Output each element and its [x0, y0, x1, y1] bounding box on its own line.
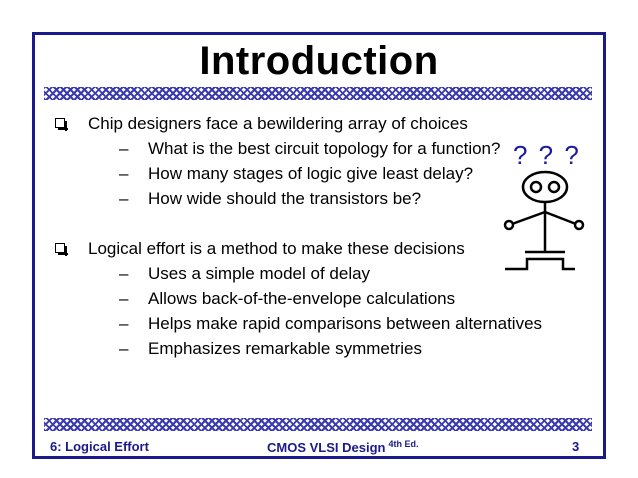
footer-course	[267, 439, 418, 455]
right-arm-line	[545, 212, 576, 224]
dash-marker: –	[119, 139, 129, 158]
footer-edition: 4th Ed.	[388, 439, 419, 449]
sub-bullet-text: How many stages of logic give least delay?	[148, 164, 474, 183]
sub-bullet-item	[88, 286, 542, 311]
checkbox-bullet-icon	[55, 118, 65, 128]
bullet-item	[55, 111, 542, 211]
sub-bullet-item	[88, 136, 542, 161]
sub-bullet-text: Allows back-of-the-envelope calculations	[148, 289, 456, 308]
sub-bullet-item	[88, 336, 542, 361]
bullet-text: Chip designers face a bewildering array of choices	[88, 114, 468, 133]
dash-marker: –	[119, 289, 129, 308]
dash-marker: –	[119, 264, 129, 283]
top-pattern-band	[44, 87, 592, 100]
bullet-text: Logical effort is a method to make these decisions	[88, 239, 465, 258]
right-hand-icon	[575, 221, 583, 229]
sub-bullet-list	[88, 261, 542, 361]
sub-bullet-text: Uses a simple model of delay	[148, 264, 371, 283]
sub-bullet-item	[88, 161, 542, 186]
page-number: 3	[572, 439, 580, 454]
footer-chapter: 6: Logical Effort	[50, 439, 149, 454]
sub-bullet-item	[88, 311, 542, 336]
sub-bullet-text: Emphasizes remarkable symmetries	[148, 339, 422, 358]
sub-bullet-text: Helps make rapid comparisons between alternatives	[148, 314, 543, 333]
sub-bullet-item	[88, 186, 542, 211]
dash-marker: –	[119, 314, 129, 333]
sub-bullet-text: What is the best circuit topology for a function?	[148, 139, 501, 158]
channel-line	[505, 259, 575, 269]
bullet-item	[55, 236, 542, 361]
dash-marker: –	[119, 339, 129, 358]
slide-title: Introduction	[199, 39, 439, 83]
question-marks: ? ? ?	[513, 140, 581, 170]
checkbox-bullet-icon	[55, 243, 65, 253]
bottom-pattern-band	[44, 418, 592, 431]
transistor-stick-figure-icon	[495, 165, 585, 280]
right-eye-icon	[549, 182, 559, 192]
footer-course-title: CMOS VLSI Design	[267, 440, 386, 455]
bullet-spacer	[55, 211, 542, 236]
left-hand-icon	[505, 221, 513, 229]
sub-bullet-list	[88, 136, 542, 211]
dash-marker: –	[119, 189, 129, 208]
sub-bullet-item	[88, 261, 542, 286]
left-eye-icon	[531, 182, 541, 192]
left-arm-line	[512, 212, 545, 224]
head-icon	[523, 172, 567, 202]
bullet-list	[55, 111, 542, 361]
sub-bullet-text: How wide should the transistors be?	[148, 189, 422, 208]
dash-marker: –	[119, 164, 129, 183]
